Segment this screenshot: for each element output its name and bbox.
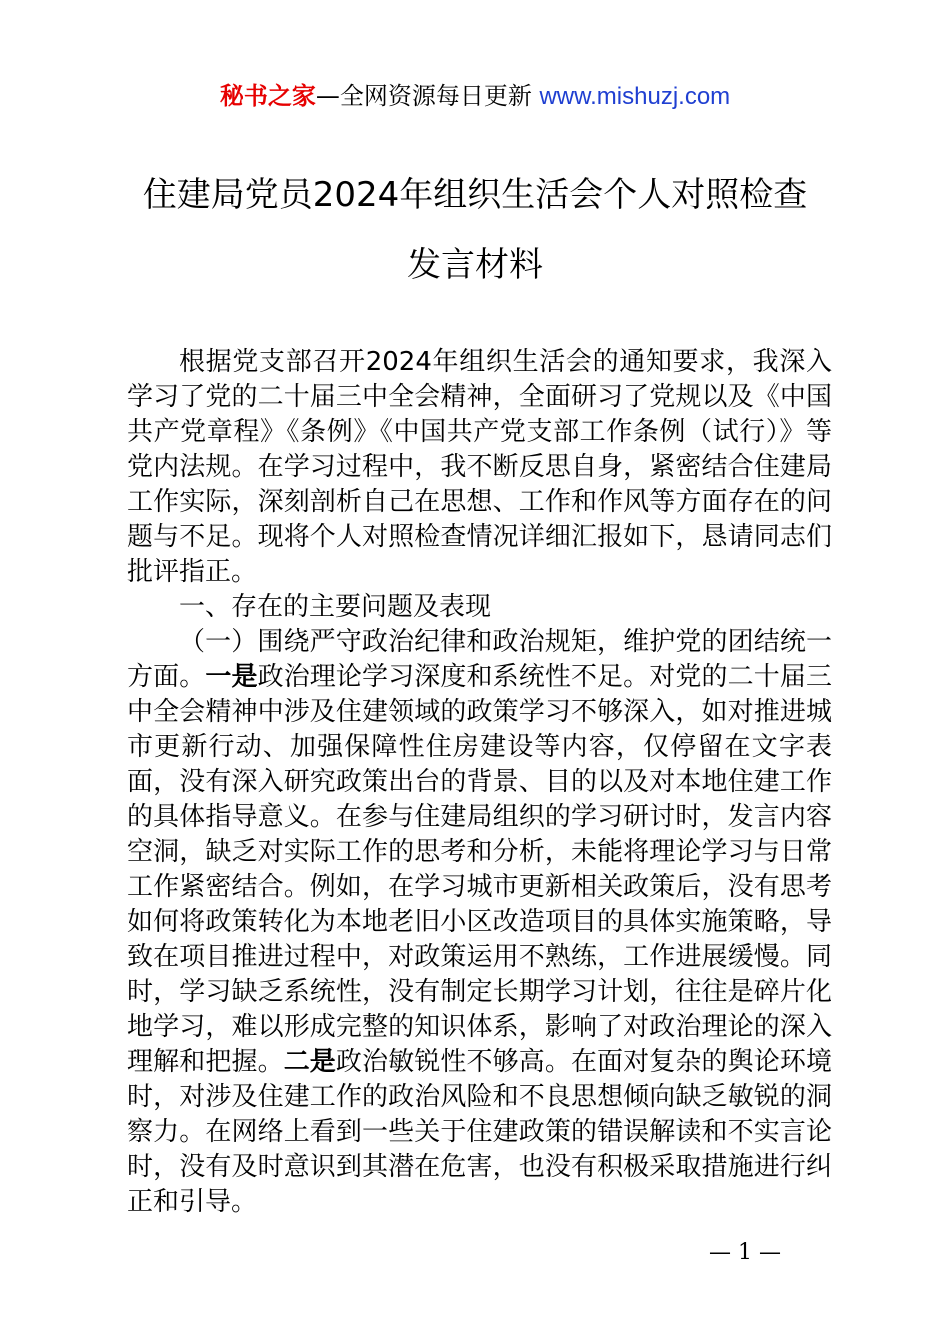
site-tagline: —全网资源每日更新: [315, 82, 540, 110]
intro-paragraph: 根据党支部召开2024年组织生活会的通知要求，我深入学习了党的二十届三中全会精神，全面研习了党规以及《中国共产党章程》《条例》《中国共产党支部工作条例（试行）》等党内法规。在学习过程中，我不断反思自身，紧密结合住建局工作实际，深刻剖析自己在思想、工作和作风等方面存在的问题与不足。现将个人对照检查情况详细汇报如下，恳请同志们批评指正。: [127, 347, 832, 587]
page-number: — 1 —: [709, 1240, 781, 1265]
site-brand: 秘书之家: [219, 82, 316, 110]
section-heading: 一、存在的主要问题及表现: [179, 592, 492, 622]
document-title-line1: 住建局党员2024年组织生活会个人对照检查: [142, 175, 808, 215]
site-header: [0, 78, 950, 115]
point-1-label: 一是: [205, 662, 258, 692]
site-url-link[interactable]: www.mishuzj.com: [539, 83, 731, 110]
document-title-line2: 发言材料: [407, 245, 543, 285]
document-title: [110, 160, 840, 300]
document-body: [127, 345, 832, 1220]
subsection-intro: （一）围绕严守政治纪律和政治规矩，维护党的团结统一方面。: [127, 627, 832, 692]
point-2-label: 二是: [283, 1047, 336, 1077]
point-1-text: 政治理论学习深度和系统性不足。对党的二十届三中全会精神中涉及住建领域的政策学习不够深入，如对推进城市更新行动、加强保障性住房建设等内容，仅停留在文字表面，没有深入研究政策出台的背景、目的以及对本地住建工作的具体指导意义。在参与住建局组织的学习研讨时，发言内容空洞，缺乏对实际工作的思考和分析，未能将理论学习与日常工作紧密结合。例如，在学习城市更新相关政策后，没有思考如何将政策转化为本地老旧小区改造项目的具体实施策略，导致在项目推进过程中，对政策运用不熟练，工作进展缓慢。同时，学习缺乏系统性，没有制定长期学习计划，往往是碎片化地学习，难以形成完整的知识体系，影响了对政治理论的深入理解和把握。: [127, 662, 832, 1077]
point-2-text: 政治敏锐性不够高。在面对复杂的舆论环境时，对涉及住建工作的政治风险和不良思想倾向缺乏敏锐的洞察力。在网络上看到一些关于住建政策的错误解读和不实言论时，没有及时意识到其潜在危害，也没有积极采取措施进行纠正和引导。: [127, 1047, 832, 1217]
subsection-paragraph: [127, 625, 832, 1220]
